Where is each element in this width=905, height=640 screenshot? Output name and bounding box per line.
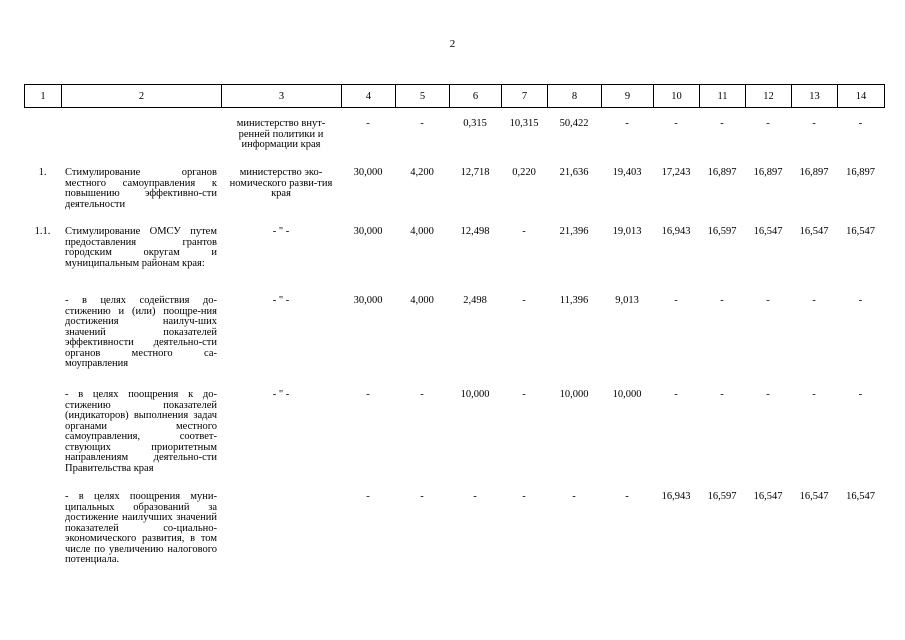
row-value: -: [473, 491, 477, 502]
header-cell: 11: [700, 85, 746, 108]
header-cell: 7: [502, 85, 548, 108]
row-value: 16,897: [846, 167, 875, 178]
header-row: [25, 85, 885, 108]
row-name: - в целях содействия до-стижению и (или) поощре-ния достижения наилуч-ших значений показателей эффективности деятельно-сти органов местного са-моуправления: [65, 295, 217, 369]
row-value: 4,000: [410, 226, 434, 237]
row-value: -: [766, 118, 770, 129]
row-value: 30,000: [353, 295, 383, 306]
row-name: - в целях поощрения к до-стижению показателей (индикаторов) выполнения задач органами местного самоуправления, соответ-ствующих приоритетным направлениям деятельно-сти Правительства края: [65, 389, 217, 474]
row-value: 21,396: [559, 226, 589, 237]
row-value: -: [858, 295, 863, 306]
row-value: -: [522, 491, 526, 502]
header-row-table: [24, 84, 885, 108]
row-name: Стимулирование органов местного самоуправления к повышению эффективно-сти деятельности: [65, 167, 217, 210]
row-value: 4,200: [410, 167, 434, 178]
row-value: -: [674, 295, 678, 306]
row-value: 9,013: [615, 295, 639, 306]
row-name: Стимулирование ОМСУ путем предоставления грантов городским округам и муниципальным районам края:: [65, 226, 217, 269]
row-value: -: [366, 491, 370, 502]
row-value: -: [522, 389, 526, 400]
row-value: 10,000: [559, 389, 589, 400]
row-value: -: [812, 295, 816, 306]
row-value: 16,943: [661, 491, 691, 502]
row-value: -: [766, 295, 770, 306]
header-cell: 5: [396, 85, 450, 108]
row-value: 17,243: [661, 167, 691, 178]
row-value: -: [522, 226, 526, 237]
header-cell: 14: [838, 85, 885, 108]
row-value: 30,000: [353, 167, 383, 178]
row-value: 0,220: [512, 167, 536, 178]
header-cell: 10: [654, 85, 700, 108]
row-executor: - " -: [272, 295, 290, 306]
row-value: 19,403: [612, 167, 642, 178]
header-cell: 12: [746, 85, 792, 108]
row-value: -: [720, 118, 724, 129]
header-cell: 9: [602, 85, 654, 108]
row-value: 4,000: [410, 295, 434, 306]
row-value: -: [812, 118, 816, 129]
row-value: 19,013: [612, 226, 642, 237]
header-cell: 2: [62, 85, 222, 108]
row-value: -: [625, 491, 629, 502]
row-value: -: [858, 118, 863, 129]
row-value: -: [674, 118, 678, 129]
row-value: 0,315: [463, 118, 487, 129]
row-value: -: [720, 295, 724, 306]
header-cell: 3: [222, 85, 342, 108]
row-value: -: [522, 295, 526, 306]
row-value: 21,636: [559, 167, 589, 178]
row-value: 16,547: [799, 226, 829, 237]
row-value: 16,547: [846, 491, 875, 502]
row-executor: министерство эко-номического разви-тия края: [229, 167, 333, 199]
row-value: 16,597: [707, 491, 737, 502]
row-value: 10,000: [460, 389, 490, 400]
row-value: 16,897: [707, 167, 737, 178]
row-value: 2,498: [463, 295, 487, 306]
header-cell: 6: [450, 85, 502, 108]
row-value: 16,943: [661, 226, 691, 237]
row-value: 16,897: [753, 167, 783, 178]
header-cell: 4: [342, 85, 396, 108]
row-value: -: [420, 491, 424, 502]
row-value: 16,597: [707, 226, 737, 237]
row-value: 16,547: [799, 491, 829, 502]
row-value: -: [420, 389, 424, 400]
row-value: -: [625, 118, 629, 129]
row-value: 10,000: [612, 389, 642, 400]
header-cell: 8: [548, 85, 602, 108]
row-executor: - " -: [272, 226, 290, 237]
row-name: - в целях поощрения муни-ципальных образований за достижение наилучших значений показателей со-циально-экономического развития, в том числе по увеличению налогового потенциала.: [65, 491, 217, 565]
row-value: -: [572, 491, 576, 502]
row-executor: - " -: [272, 389, 290, 400]
row-value: -: [420, 118, 424, 129]
row-value: 16,897: [799, 167, 829, 178]
row-value: 30,000: [353, 226, 383, 237]
row-value: 11,396: [559, 295, 589, 306]
row-value: 16,547: [846, 226, 875, 237]
page-number: 2: [449, 38, 456, 50]
row-value: 50,422: [559, 118, 589, 129]
row-value: -: [812, 389, 816, 400]
row-value: 16,547: [753, 491, 783, 502]
row-value: 12,498: [460, 226, 490, 237]
row-value: 10,315: [509, 118, 539, 129]
row-value: -: [366, 389, 370, 400]
row-executor: министерство внут-ренней политики и информации края: [236, 118, 326, 150]
row-number: 1.1.: [34, 226, 51, 237]
row-value: 16,547: [753, 226, 783, 237]
row-number: 1.: [38, 167, 47, 178]
row-value: -: [766, 389, 770, 400]
header-cell: 1: [25, 85, 62, 108]
row-value: -: [720, 389, 724, 400]
row-value: 12,718: [460, 167, 490, 178]
row-value: -: [674, 389, 678, 400]
row-value: -: [366, 118, 370, 129]
row-value: -: [858, 389, 863, 400]
header-cell: 13: [792, 85, 838, 108]
